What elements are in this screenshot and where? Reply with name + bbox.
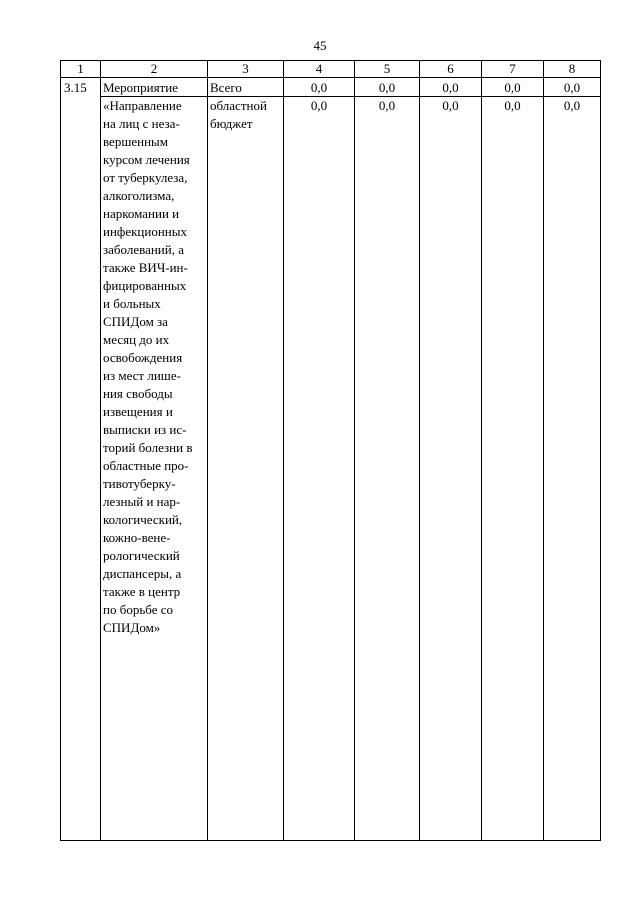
event-description	[103, 97, 209, 637]
event-description-line: «Направление	[103, 98, 182, 113]
event-description-line: лезный и нар-	[103, 494, 181, 509]
event-description-line: инфекционных	[103, 224, 187, 239]
event-description-line: на лиц с неза-	[103, 116, 180, 131]
event-description-line: областные про-	[103, 458, 189, 473]
event-description-line: курсом лечения	[103, 152, 190, 167]
value-cell: 0,0	[378, 98, 396, 113]
event-description-line: торий болезни в	[103, 440, 193, 455]
event-description-line: также ВИЧ-ин-	[103, 260, 188, 275]
value-cell: 0,0	[563, 80, 581, 95]
event-description-line: кологический,	[103, 512, 183, 527]
event-description-line: СПИДом за	[103, 314, 168, 329]
header-col-5: 5	[383, 61, 391, 76]
event-description-line: фицированных	[103, 278, 187, 293]
event-description-line: от туберкулеза,	[103, 170, 188, 185]
event-description-line: ния свободы	[103, 386, 173, 401]
event-description-line: освобождения	[103, 350, 183, 365]
event-description-line: и больных	[103, 296, 161, 311]
funding-source-regional	[210, 97, 267, 133]
event-description-line: наркомании и	[103, 206, 180, 221]
event-description-line: кожно-вене-	[103, 530, 171, 545]
event-description-line: заболеваний, а	[103, 242, 184, 257]
value-cell: 0,0	[378, 80, 396, 95]
page-number: 45	[313, 38, 327, 53]
event-description-line: вершенным	[103, 134, 168, 149]
event-description-line: месяц до их	[103, 332, 170, 347]
funding-source-line: областной	[210, 98, 267, 113]
event-description-line: диспансеры, а	[103, 566, 182, 581]
row-number: 3.15	[64, 80, 87, 95]
header-col-7: 7	[509, 61, 516, 76]
event-description-line: тивотуберку-	[103, 476, 176, 491]
funding-source-line: бюджет	[210, 116, 253, 131]
event-title: Мероприятие	[103, 80, 178, 95]
budget-table	[60, 60, 601, 841]
header-col-2: 2	[150, 61, 158, 76]
event-description-line: СПИДом»	[103, 620, 161, 635]
event-description-line: извещения и	[103, 404, 173, 419]
funding-source-total: Всего	[210, 80, 242, 95]
event-description-line: алкоголизма,	[103, 188, 175, 203]
value-cell: 0,0	[504, 98, 521, 113]
event-description-line: по борьбе со	[103, 602, 173, 617]
value-cell: 0,0	[310, 80, 328, 95]
header-col-8: 8	[568, 61, 576, 76]
header-col-4: 4	[315, 61, 323, 76]
header-col-1: 1	[77, 61, 84, 76]
value-cell: 0,0	[563, 98, 581, 113]
value-cell: 0,0	[442, 80, 459, 95]
event-description-line: рологический	[103, 548, 180, 563]
value-cell: 0,0	[504, 80, 521, 95]
header-col-6: 6	[447, 61, 454, 76]
event-description-line: из мест лише-	[103, 368, 181, 383]
value-cell: 0,0	[442, 98, 459, 113]
value-cell: 0,0	[310, 98, 328, 113]
event-description-line: выписки из ис-	[103, 422, 187, 437]
header-col-3: 3	[242, 61, 249, 76]
event-description-line: также в центр	[103, 584, 181, 599]
